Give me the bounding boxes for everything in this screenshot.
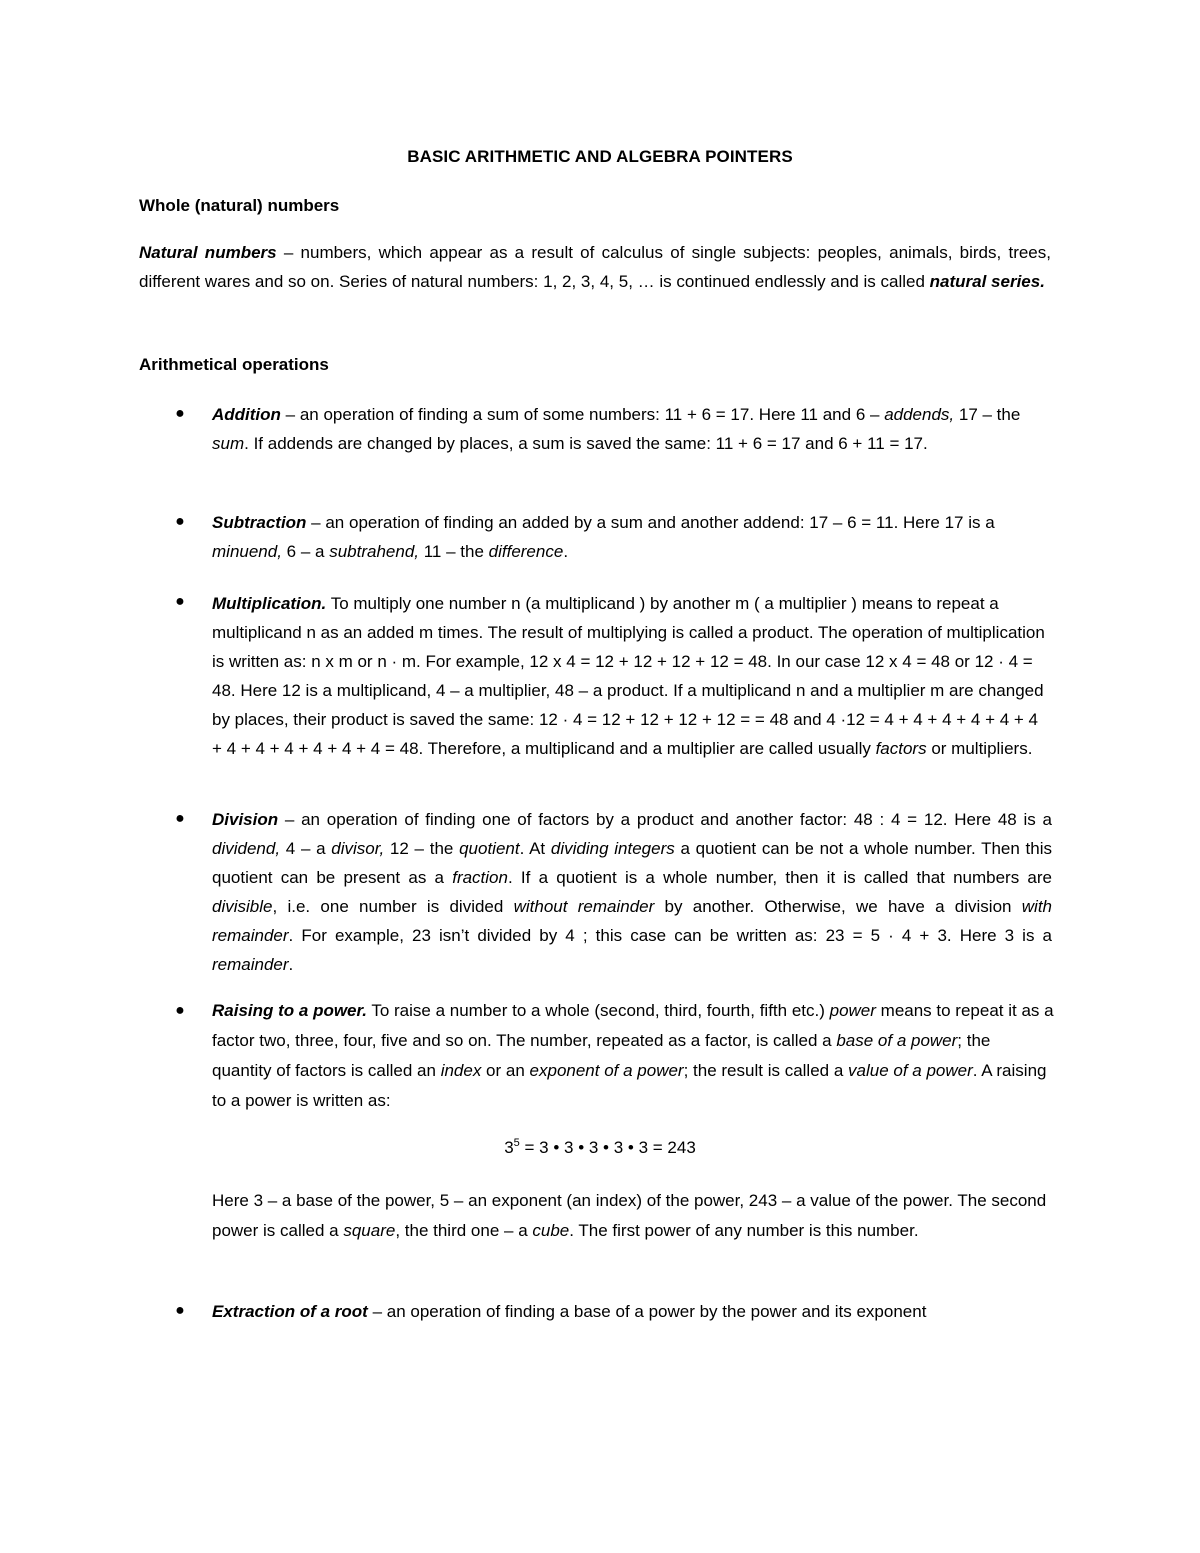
power-text: . A raising to a power is written as:	[212, 1061, 1047, 1110]
power-formula	[139, 1138, 1061, 1158]
division-text: by another. Otherwise, we have a division	[654, 897, 1022, 916]
power-italic: power	[829, 1001, 876, 1020]
power-italic: base of a power	[836, 1031, 958, 1050]
division-item	[212, 805, 1052, 979]
bullet-icon: ●	[175, 405, 185, 422]
term-extraction-of-a-root: Extraction of a root	[212, 1302, 368, 1321]
division-italic: divisor,	[331, 839, 385, 858]
power-item	[212, 996, 1054, 1116]
division-italic: divisible	[212, 897, 273, 916]
subtraction-italic-subtrahend: subtrahend,	[329, 542, 419, 561]
section-heading-whole-numbers: Whole (natural) numbers	[139, 196, 340, 215]
subtraction-text: 6 – a	[281, 542, 330, 561]
addition-text: . If addends are changed by places, a sum is saved the same: 11 + 6 = 17 and 6 + 11 = 17.	[244, 434, 928, 453]
formula-exponent: 5	[513, 1137, 520, 1149]
division-text: , i.e. one number is divided	[272, 897, 514, 916]
power-explanation	[212, 1186, 1054, 1246]
subtraction-text: – an operation of finding an added by a sum and another addend: 17 – 6 = 11. Here 17 is a	[306, 513, 995, 532]
power-italic: exponent of a power	[529, 1061, 684, 1080]
multiplication-item	[212, 589, 1052, 763]
root-text: – an operation of finding a base of a power by the power and its exponent	[367, 1302, 927, 1321]
bullet-icon: ●	[175, 1002, 185, 1019]
term-raising-to-a-power: Raising to a power.	[212, 1001, 367, 1020]
addition-italic-sum: sum	[212, 434, 245, 453]
bullet-icon: ●	[175, 810, 185, 827]
power-italic-square: square	[343, 1221, 396, 1240]
power-text: ; the result is called a	[683, 1061, 849, 1080]
power-italic-cube: cube	[532, 1221, 570, 1240]
division-text: . If a quotient is a whole number, then it is called that numbers are	[507, 868, 1053, 887]
power-explanation-text: Here 3 – a base of the power, 5 – an exponent (an index) of the power, 243 – a value of the power. The second power is called a	[212, 1191, 1047, 1240]
division-italic: remainder	[212, 955, 289, 974]
division-italic: dividend,	[212, 839, 281, 858]
subtraction-italic-minuend: minuend,	[212, 542, 282, 561]
formula-expansion: = 3 • 3 • 3 • 3 • 3 = 243	[519, 1138, 696, 1157]
natural-numbers-text: – numbers, which appear as a result of calculus of single subjects: peoples, animals, birds, trees, different wares and so on. Series of natural numbers: 1, 2, 3, 4, 5, … is continued endlessly and is called	[139, 243, 1051, 291]
power-italic: value of a power	[848, 1061, 973, 1080]
division-italic: fraction	[452, 868, 508, 887]
division-text: .	[288, 955, 294, 974]
term-natural-numbers: Natural numbers	[139, 243, 277, 262]
natural-numbers-paragraph	[139, 238, 1051, 296]
division-text: – an operation of finding one of factors by a product and another factor: 48 : 4 = 12. Here 48 is a	[278, 810, 1052, 829]
term-multiplication: Multiplication.	[212, 594, 327, 613]
addition-text: – an operation of finding a sum of some numbers: 11 + 6 = 17. Here 11 and 6 –	[280, 405, 885, 424]
division-italic: quotient	[459, 839, 520, 858]
multiplication-text: To multiply one number n (a multiplicand ) by another m ( a multiplier ) means to repeat a multiplicand n as an added m times. The result of multiplying is called a product. The operation of multiplication is written as: n x m or n · m. For example, 12 x 4 = 12 + 12 + 12 + 12 = 48. In our case 12 x 4 = 48 or 12 · 4 = 48. Here 12 is a multiplicand, 4 – a multiplier, 48 – a product. If a multiplicand n and a multiplier m are changed by places, their product is saved the same: 12 · 4 = 12 + 12 + 12 + 12 = = 48 and 4 ·12 = 4 + 4 + 4 + 4 + 4 + 4 + 4 + 4 + 4 + 4 + 4 + 4 = 48. Therefore, a multiplicand and a multiplier are called usually	[212, 594, 1045, 758]
subtraction-text: 11 – the	[419, 542, 489, 561]
division-italic: without remainder	[513, 897, 655, 916]
division-italic: dividing integers	[550, 839, 675, 858]
subtraction-italic-difference: difference	[488, 542, 564, 561]
term-division: Division	[212, 810, 279, 829]
bullet-icon: ●	[175, 593, 185, 610]
addition-item	[212, 400, 1047, 458]
bullet-icon: ●	[175, 513, 185, 530]
power-text: To raise a number to a whole (second, third, fourth, fifth etc.)	[366, 1001, 830, 1020]
addition-text: 17 – the	[954, 405, 1021, 424]
division-text: a quotient can be not a whole number. Then this quotient can be present as a	[212, 839, 1053, 887]
division-text: 4 – a	[280, 839, 332, 858]
document-title: BASIC ARITHMETIC AND ALGEBRA POINTERS	[407, 147, 793, 166]
multiplication-text: or multipliers.	[926, 739, 1033, 758]
bullet-icon: ●	[175, 1302, 185, 1319]
multiplication-italic-factors: factors	[875, 739, 927, 758]
division-text: 12 – the	[384, 839, 460, 858]
division-italic: with remainder	[212, 897, 1052, 945]
division-text: . At	[519, 839, 551, 858]
power-explanation-text: , the third one – a	[395, 1221, 533, 1240]
division-text: . For example, 23 isn’t divided by 4 ; this case can be written as: 23 = 5 · 4 + 3. Here 3 is a	[288, 926, 1052, 945]
power-text: means to repeat it as a factor two, three, four, five and so on. The number, repeated as a factor, is called a	[212, 1001, 1054, 1050]
power-explanation-text: . The first power of any number is this number.	[569, 1221, 919, 1240]
addition-italic-addends: addends,	[884, 405, 955, 424]
term-subtraction: Subtraction	[212, 513, 307, 532]
power-text: ; the quantity of factors is called an	[212, 1031, 991, 1080]
subtraction-item	[212, 508, 1057, 566]
term-natural-series: natural series.	[929, 272, 1045, 291]
formula-base: 3	[504, 1138, 514, 1157]
section-heading-arithmetical-operations: Arithmetical operations	[139, 355, 329, 374]
power-italic: index	[440, 1061, 482, 1080]
root-item	[212, 1297, 1072, 1326]
subtraction-text: .	[563, 542, 569, 561]
power-text: or an	[481, 1061, 530, 1080]
term-addition: Addition	[212, 405, 281, 424]
